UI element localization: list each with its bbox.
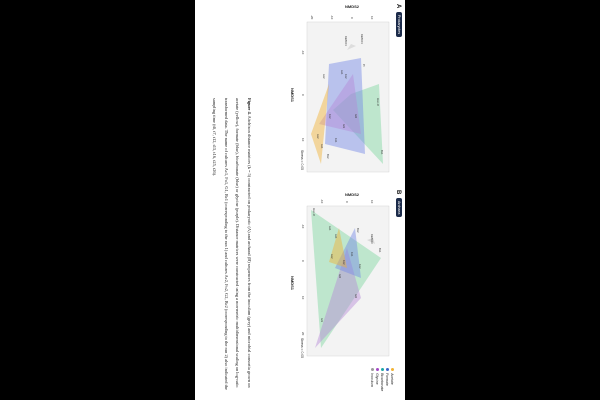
point-label: Inoc-t0 <box>312 208 315 216</box>
panel-b-xtick: -10 <box>301 224 305 229</box>
panel-a-plot <box>301 14 391 174</box>
point-label: Gl1 <box>342 124 345 129</box>
panel-b-xlabel: NMDS1 <box>290 276 295 291</box>
document-page <box>195 0 405 400</box>
point-label: Fo1 <box>350 252 353 257</box>
point-label: Fo2 <box>342 260 345 265</box>
legend-label: Inoculum <box>370 373 375 387</box>
legend-label: Glycine <box>375 373 380 385</box>
point-label: Ac2 <box>322 74 325 79</box>
point-label: Inoc-t0 <box>376 98 379 106</box>
panel-b-badge: Archaea <box>396 198 402 217</box>
point-label: Ac1 <box>334 234 337 239</box>
panel-b-xtick: 10 <box>301 296 305 300</box>
point-label: Gl1 <box>320 318 323 323</box>
panel-a-x-ticks <box>301 50 305 142</box>
legend-formate-swatch <box>386 368 389 371</box>
panel-b-ytick: -10 <box>320 199 324 204</box>
point-label: Gl2 <box>338 274 341 279</box>
panel-b-ylabel: NMDS2 <box>345 192 360 197</box>
legend-inoculum-swatch <box>371 368 374 371</box>
panel-b-ytick: 0 <box>345 201 349 203</box>
panel-b-ytick: 10 <box>370 200 374 204</box>
point-label: Fo1 <box>334 138 337 143</box>
panel-a-y-ticks <box>310 15 374 20</box>
point-label: Ac1 <box>328 226 331 231</box>
point-label: Fo2 <box>358 264 361 269</box>
legend-item <box>380 368 385 391</box>
panel-a-ylabel: NMDS2 <box>345 4 360 9</box>
point-label: Bc1 <box>378 248 381 253</box>
point-label: RWDO4 <box>360 34 363 44</box>
panel-b-x-ticks <box>301 224 305 336</box>
legend-item <box>390 368 395 391</box>
legend-label: Bicarbonate <box>380 373 385 392</box>
panel-a-tag: A <box>395 4 401 9</box>
panel-a-ytick: -10 <box>330 15 334 20</box>
figure-label: Figure 4. <box>247 98 252 115</box>
legend-acetate-swatch <box>391 368 394 371</box>
legend-label: Formate <box>385 373 390 386</box>
legend-glycine-swatch <box>376 368 379 371</box>
panel-b-plot <box>301 198 391 358</box>
panel-b-tag: B <box>395 190 401 195</box>
legend <box>370 368 395 391</box>
legend-item <box>385 368 390 391</box>
legend-label: Acetate <box>390 373 395 385</box>
point-label: Bc2 <box>326 154 329 159</box>
caption-text: Aitchison distance matrices (k = 5) constructed on prokaryotic (A) and archaeal (B) sequences from the inoculum (grey) and microbial consortia grown on acetate (yellow), formate (blue), bicarbonate (blue) or glycine (purple). Distance matrices were constructed using a non-metric multidimensional scaling on log-ratio transformed data. The name of cultures Ac1, Fo1, G1, Bc1 (corresponding to the run 1) and cultures Ac2, Fo2, G2, Bc2 (corresponding to the run 2) also indicated the sampling time (t0, t7, t12, t15, t16, t25, t26). <box>212 98 252 390</box>
panel-a-stress: Stress = 0.05 <box>300 150 304 171</box>
point-label: Gl2 <box>354 294 357 299</box>
point-label: Gl2 <box>354 114 357 119</box>
legend-item <box>375 368 380 391</box>
point-label: Ac2 <box>316 134 319 139</box>
panel-a-ytick: 0 <box>350 17 354 19</box>
panel-b-xtick: 20 <box>301 332 305 336</box>
panel-a-xtick: 10 <box>301 138 305 142</box>
panel-a-ytick: 10 <box>370 16 374 20</box>
point-label: Bc2 <box>356 228 359 233</box>
point-label: Fo2 <box>344 74 347 79</box>
panel-b-stress: Stress = 0.05 <box>300 338 304 359</box>
panel-a-xtick: 0 <box>301 94 305 96</box>
panel-a-badge: Prokaryotes <box>396 12 402 37</box>
legend-item <box>370 368 375 391</box>
point-label: Ac2 <box>330 254 333 259</box>
panel-a-xtick: -10 <box>301 50 305 55</box>
point-label: Ac1 <box>340 70 343 75</box>
legend-bicarbonate-swatch <box>381 368 384 371</box>
figure-caption <box>209 98 255 398</box>
point-label: Fo2 <box>328 114 331 119</box>
point-label: Pl <box>362 64 365 67</box>
point-label: RWDO4 <box>344 36 347 46</box>
panel-a-ytick: -20 <box>310 15 314 20</box>
panel-b-y-ticks <box>320 199 374 204</box>
point-label: Bc1 <box>380 150 383 155</box>
rotated-content <box>195 0 405 400</box>
point-label: Ac1 <box>320 144 323 149</box>
point-label: RWDO3 <box>370 234 373 244</box>
panel-b-xtick: 0 <box>301 260 305 262</box>
panel-a-xlabel: NMDS1 <box>290 88 295 103</box>
